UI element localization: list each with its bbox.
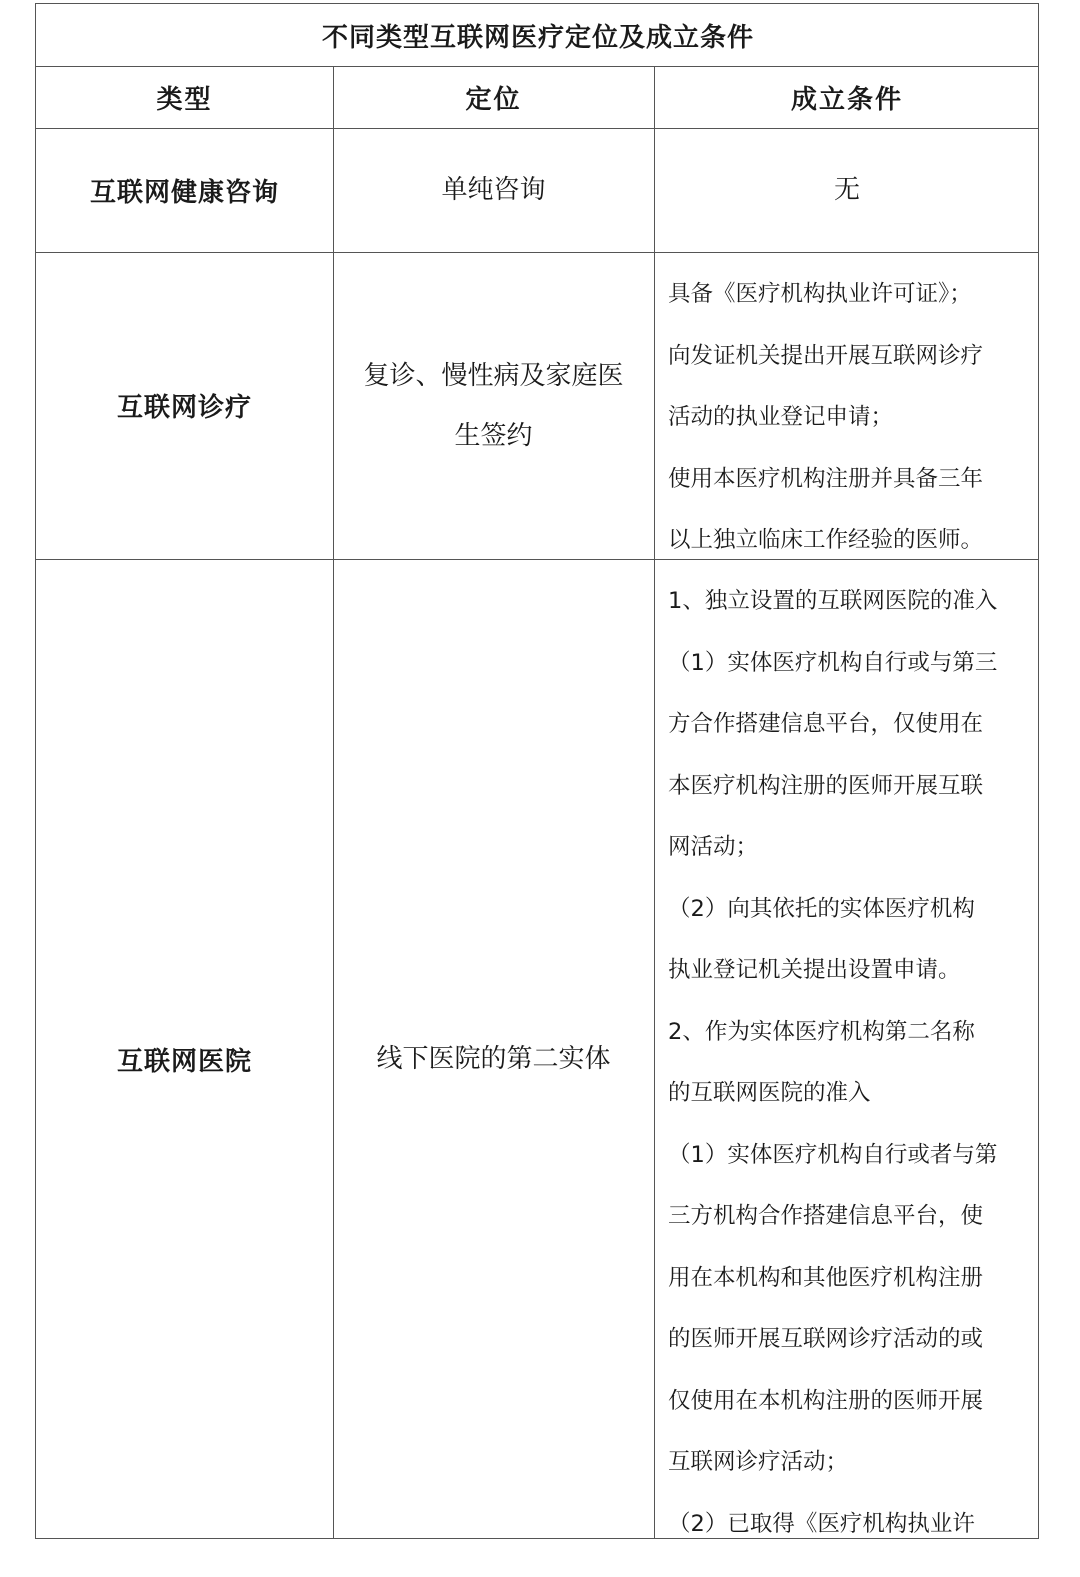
condition-line: 用在本机构和其他医疗机构注册: [668, 1264, 984, 1291]
condition-line: 1、独立设置的互联网医院的准入: [668, 588, 998, 614]
table-title: 不同类型互联网医疗定位及成立条件: [321, 22, 754, 53]
row-diagnosis-conditions: [668, 264, 1028, 572]
condition-line: 使用本医疗机构注册并具备三年: [668, 465, 984, 492]
condition-line: （1）实体医疗机构自行或者与第: [668, 1141, 998, 1168]
condition-line: 向发证机关提出开展互联网诊疗: [668, 342, 984, 369]
row-health-consult-type: 互联网健康咨询: [89, 177, 279, 208]
condition-line: 的医师开展互联网诊疗活动的或: [668, 1326, 984, 1352]
header-conditions: 成立条件: [790, 84, 903, 115]
condition-line: （2）向其依托的实体医疗机构: [668, 895, 975, 922]
condition-line: 仅使用在本机构注册的医师开展: [668, 1387, 984, 1414]
row-hospital-conditions: [668, 571, 1028, 1555]
condition-line: 三方机构合作搭建信息平台，使: [668, 1203, 984, 1229]
condition-line: 互联网诊疗活动；: [668, 1449, 849, 1475]
position-line: 复诊、慢性病及家庭医: [363, 360, 624, 391]
row-diagnosis-position: [333, 252, 654, 559]
header-type: 类型: [156, 84, 213, 115]
condition-line: 方合作搭建信息平台，仅使用在: [668, 711, 984, 737]
condition-line: 具备《医疗机构执业许可证》；: [668, 281, 972, 307]
comparison-table: [35, 3, 1039, 1539]
condition-line: 本医疗机构注册的医师开展互联: [668, 772, 984, 799]
position-line: 生签约: [454, 420, 533, 451]
condition-line: 活动的执业登记申请；: [668, 404, 894, 430]
condition-line: 的互联网医院的准入: [668, 1080, 871, 1106]
row-health-consult-conditions: 无: [833, 175, 860, 205]
column-divider: [654, 66, 655, 1538]
condition-line: （2）已取得《医疗机构执业许: [668, 1510, 975, 1537]
condition-line: 网活动；: [668, 834, 759, 860]
condition-line: 2、作为实体医疗机构第二名称: [668, 1018, 975, 1045]
condition-line: 执业登记机关提出设置申请。: [668, 957, 961, 983]
row-hospital-type: 互联网医院: [116, 1046, 252, 1077]
header-position: 定位: [465, 84, 522, 115]
condition-line: 以上独立临床工作经验的医师。: [668, 527, 984, 553]
row-health-consult-position: 单纯咨询: [441, 175, 546, 205]
row-hospital-position: 线下医院的第二实体: [376, 1044, 611, 1074]
condition-line: （1）实体医疗机构自行或与第三: [668, 649, 998, 676]
row-diagnosis-type: 互联网诊疗: [116, 393, 252, 423]
